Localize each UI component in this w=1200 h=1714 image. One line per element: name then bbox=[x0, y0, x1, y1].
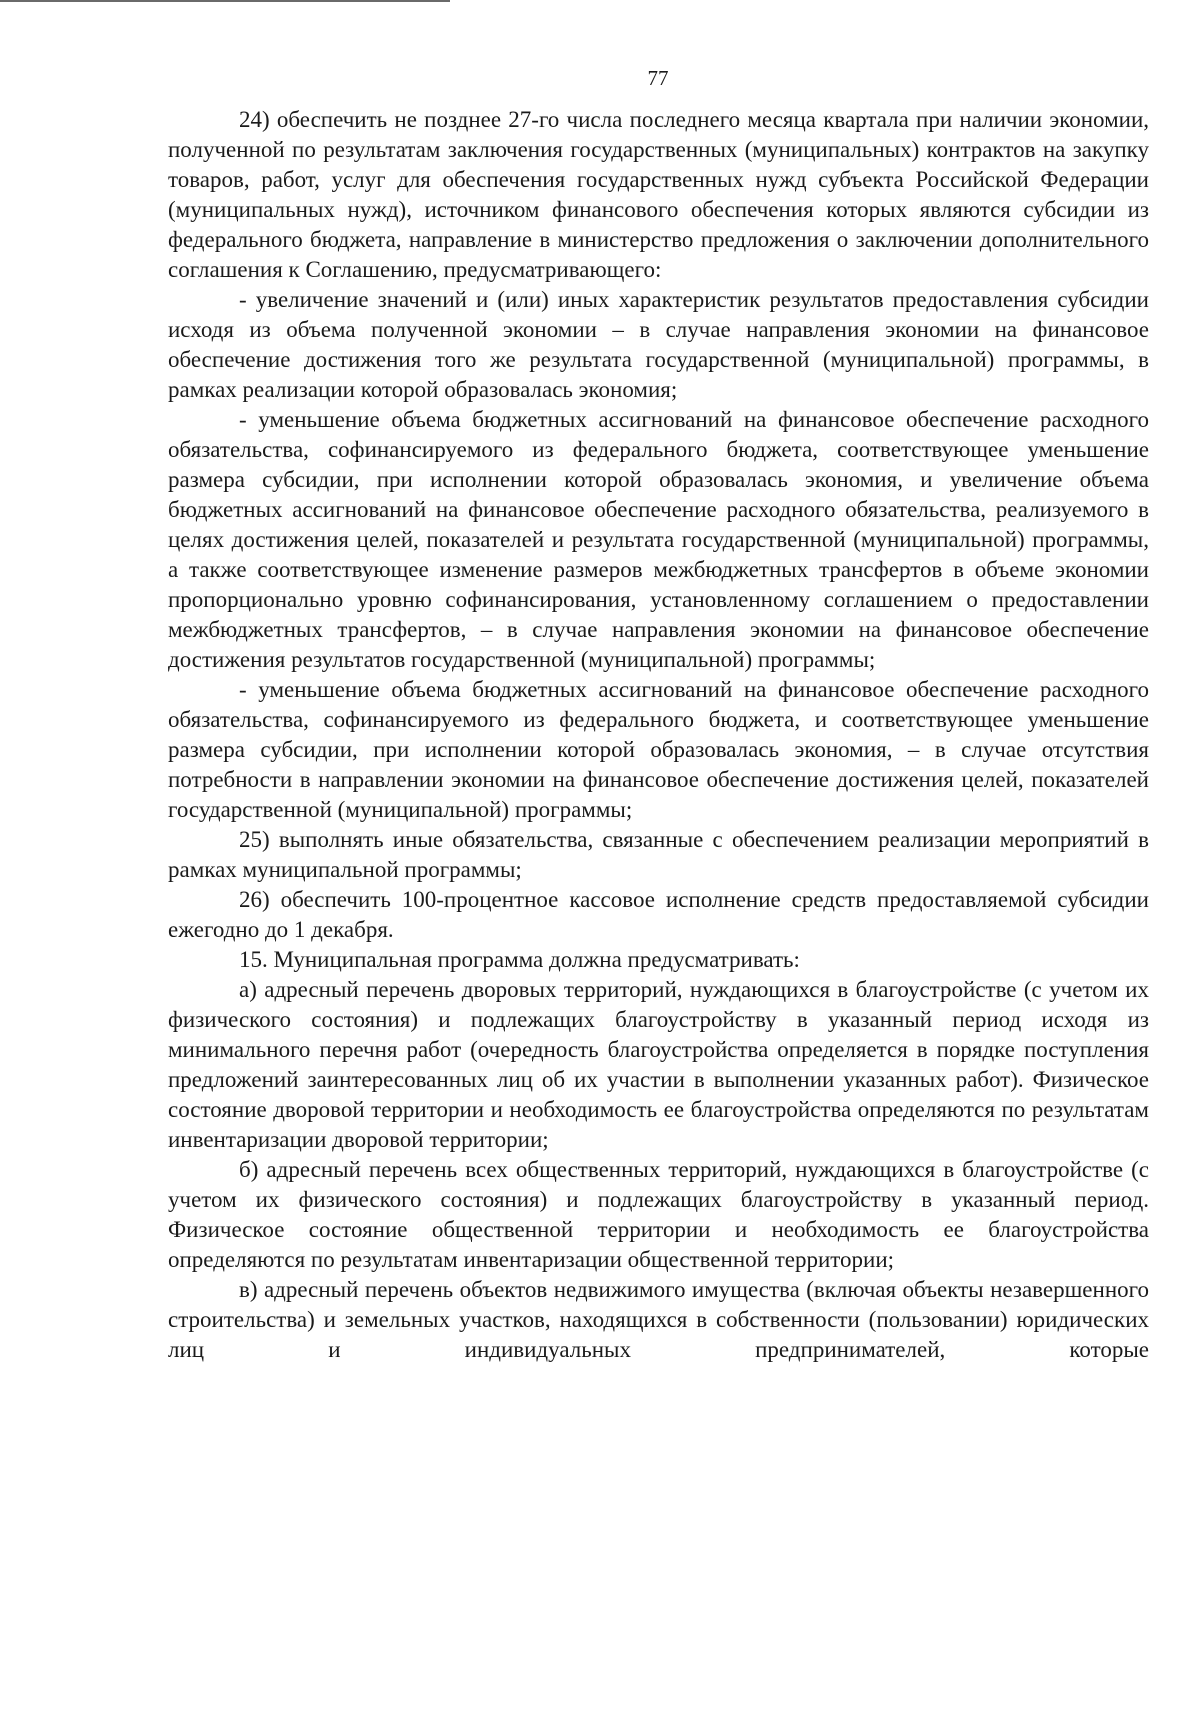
paragraph-15a: а) адресный перечень дворовых территорий, нуждающихся в благоустройстве (с учетом их физического состояния) и подлежащих благоустройству в указанный период исходя из минимального перечня работ (очередность благоустройства определяется в порядке поступления предложений заинтересованных лиц об их участии в выполнении указанных работ). Физическое состояние дворовой территории и необходимость ее благоустройства определяются по результатам инвентаризации дворовой территории; bbox=[168, 977, 1149, 1152]
paragraph-15: 15. Муниципальная программа должна предусматривать: bbox=[239, 947, 800, 972]
paragraph-25: 25) выполнять иные обязательства, связанные с обеспечением реализации мероприятий в рамках муниципальной программы; bbox=[168, 827, 1149, 882]
paragraph-24: 24) обеспечить не позднее 27-го числа последнего месяца квартала при наличии экономии, полученной по результатам заключения государственных (муниципальных) контрактов на закупку товаров, работ, услуг для обеспечения государственных нужд субъекта Российской Федерации (муниципальных нужд), источником финансового обеспечения которых являются субсидии из федерального бюджета, направление в министерство предложения о заключении дополнительного соглашения к Соглашению, предусматривающего: bbox=[168, 107, 1149, 282]
paragraph-reduce-only: - уменьшение объема бюджетных ассигнований на финансовое обеспечение расходного обязательства, софинансируемого из федерального бюджета, и соответствующее уменьшение размера субсидии, при исполнении которой образовалась экономия, – в случае отсутствия потребности в направлении экономии на финансовое обеспечение достижения целей, показателей государственной (муниципальной) программы; bbox=[168, 677, 1149, 822]
paragraph-reduce-and-increase: - уменьшение объема бюджетных ассигнований на финансовое обеспечение расходного обязательства, софинансируемого из федерального бюджета, соответствующее уменьшение размера субсидии, при исполнении которой образовалась экономия, и увеличение объема бюджетных ассигнований на финансовое обеспечение расходного обязательства, реализуемого в целях достижения целей, показателей и результата государственной (муниципальной) программы, а также соответствующее изменение размеров межбюджетных трансфертов в объеме экономии пропорционально уровню софинансирования, установленному соглашением о предоставлении межбюджетных трансфертов, – в случае направления экономии на финансовое обеспечение достижения результатов государственной (муниципальной) программы; bbox=[168, 407, 1149, 672]
paragraph-15b: б) адресный перечень всех общественных территорий, нуждающихся в благоустройстве (с учетом их физического состояния) и подлежащих благоустройству в указанный период. Физическое состояние общественной территории и необходимость ее благоустройства определяются по результатам инвентаризации общественной территории; bbox=[168, 1157, 1149, 1272]
paragraph-26: 26) обеспечить 100-процентное кассовое исполнение средств предоставляемой субсидии ежегодно до 1 декабря. bbox=[168, 887, 1149, 942]
document-body bbox=[168, 105, 1149, 1365]
top-edge-rule bbox=[0, 0, 450, 2]
page-number: 77 bbox=[647, 66, 669, 90]
paragraph-increase-values: - увеличение значений и (или) иных характеристик результатов предоставления субсидии исходя из объема полученной экономии – в случае направления экономии на финансовое обеспечение достижения того же результата государственной (муниципальной) программы, в рамках реализации которой образовалась экономия; bbox=[168, 287, 1149, 402]
paragraph-15v: в) адресный перечень объектов недвижимого имущества (включая объекты незавершенного строительства) и земельных участков, находящихся в собственности (пользовании) юридических лиц и индивидуальных предпринимателей, которые bbox=[168, 1277, 1149, 1362]
